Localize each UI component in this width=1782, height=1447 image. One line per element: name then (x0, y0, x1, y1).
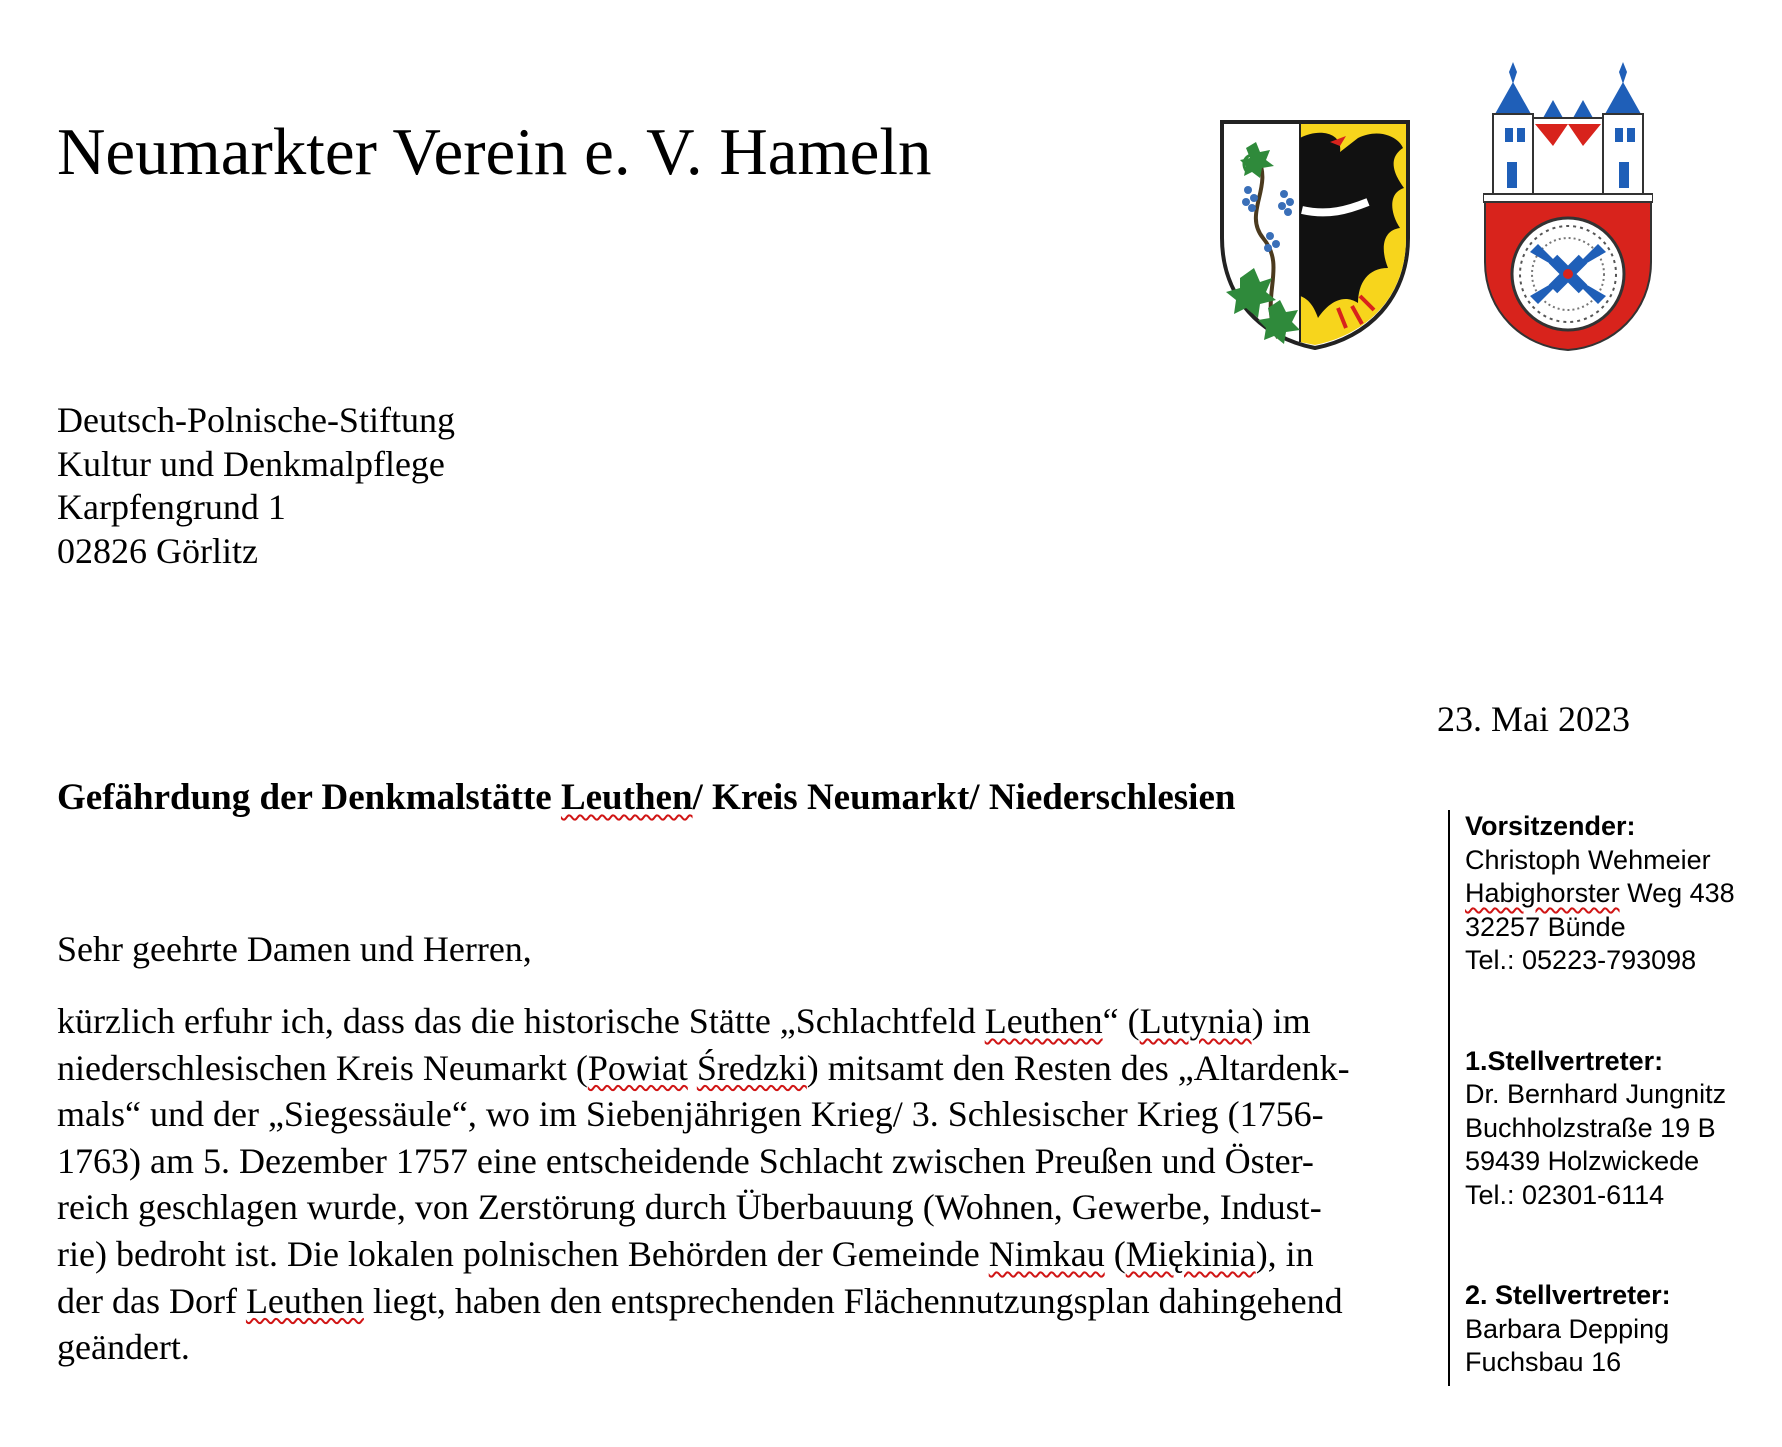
subject-line (57, 776, 1235, 820)
contact-city: 32257 Bünde (1465, 911, 1626, 942)
body-line: 1763) am 5. Dezember 1757 eine entscheidende Schlacht zwischen Preußen und Öster- (57, 1140, 1314, 1181)
hameln-coat-of-arms-icon (1483, 62, 1653, 352)
spellcheck-word: Leuthen (245, 1280, 364, 1321)
contact-role: 1.Stellvertreter: (1465, 1045, 1664, 1076)
neumarkt-coat-of-arms-icon (1218, 118, 1412, 352)
body-text: ) mitsamt den Resten des „Altardenk- (806, 1047, 1350, 1088)
body-line (57, 1278, 1350, 1325)
spellcheck-word: Średzki (696, 1047, 807, 1088)
contact-name: Dr. Bernhard Jungnitz (1465, 1079, 1727, 1109)
body-text: rie) bedroht ist. Die lokalen polnischen Behörden der Gemeinde (57, 1233, 989, 1274)
sidebar-divider (1448, 810, 1450, 1386)
chair-contact (1465, 810, 1775, 978)
spellcheck-word: Lutynia (1139, 1001, 1252, 1041)
body-line: mals“ und der „Siegessäule“, wo im Siebenjährigen Krieg/ 3. Schlesischer Krieg (1756- (57, 1094, 1324, 1135)
recipient-line: Karpfengrund 1 (57, 487, 286, 527)
body-text: kürzlich erfuhr ich, dass das die historische Stätte „Schlachtfeld (57, 1001, 985, 1041)
deputy1-contact (1465, 1045, 1775, 1213)
body-line (57, 998, 1350, 1045)
body-line (57, 1045, 1350, 1092)
body-paragraph (57, 998, 1350, 1371)
body-text: ) im (1251, 1001, 1311, 1041)
body-text: liegt, haben den entsprechenden Flächennutzungsplan dahingehend (363, 1280, 1343, 1321)
contact-street: Fuchsbau 16 (1465, 1347, 1622, 1377)
contact-street: Buchholzstraße 19 B (1465, 1112, 1716, 1143)
recipient-line: Deutsch-Polnische-Stiftung (57, 400, 455, 440)
body-text (688, 1048, 697, 1088)
body-text: “ ( (1102, 1001, 1140, 1041)
body-line (57, 1231, 1350, 1278)
board-contacts-sidebar (1465, 810, 1775, 1447)
recipient-line: 02826 Görlitz (57, 530, 258, 571)
subject-text: / Kreis Neumarkt/ Niederschlesien (692, 777, 1236, 818)
body-line: geändert. (57, 1327, 190, 1368)
recipient-line: Kultur und Denkmalpflege (57, 443, 445, 484)
contact-street (1465, 877, 1775, 911)
spellcheck-word: Miękinia (1125, 1233, 1256, 1274)
contact-role: 2. Stellvertreter: (1465, 1280, 1671, 1310)
letter-date: 23. Mai 2023 (1437, 699, 1630, 739)
deputy2-contact (1465, 1279, 1775, 1380)
spellcheck-word: Leuthen (560, 777, 693, 818)
contact-city: 59439 Holzwickede (1465, 1146, 1700, 1176)
subject-text: Gefährdung der Denkmalstätte (57, 777, 561, 818)
body-text: ), in (1255, 1233, 1314, 1274)
contact-phone: Tel.: 05223-793098 (1465, 945, 1697, 975)
contact-name: Barbara Depping (1465, 1313, 1670, 1344)
spellcheck-word: Nimkau (988, 1233, 1105, 1274)
contact-name: Christoph Wehmeier (1465, 844, 1711, 875)
recipient-address (57, 399, 455, 573)
spellcheck-word: Habighorster (1465, 878, 1620, 908)
contact-phone: Tel.: 02301-6114 (1465, 1179, 1665, 1210)
body-line: reich geschlagen wurde, von Zerstörung durch Überbauung (Wohnen, Gewerbe, Indust- (57, 1187, 1322, 1228)
salutation: Sehr geehrte Damen und Herren, (57, 929, 532, 969)
body-text: niederschlesischen Kreis Neumarkt ( (57, 1047, 588, 1088)
contact-role: Vorsitzender: (1465, 811, 1636, 841)
body-text: ( (1104, 1233, 1126, 1274)
body-text: der das Dorf (57, 1280, 246, 1321)
contact-street-text: Weg 438 (1619, 878, 1735, 908)
spellcheck-word: Leuthen (984, 1001, 1103, 1041)
spellcheck-word: Powiat (587, 1047, 688, 1088)
letterhead-title: Neumarkter Verein e. V. Hameln (57, 115, 932, 189)
